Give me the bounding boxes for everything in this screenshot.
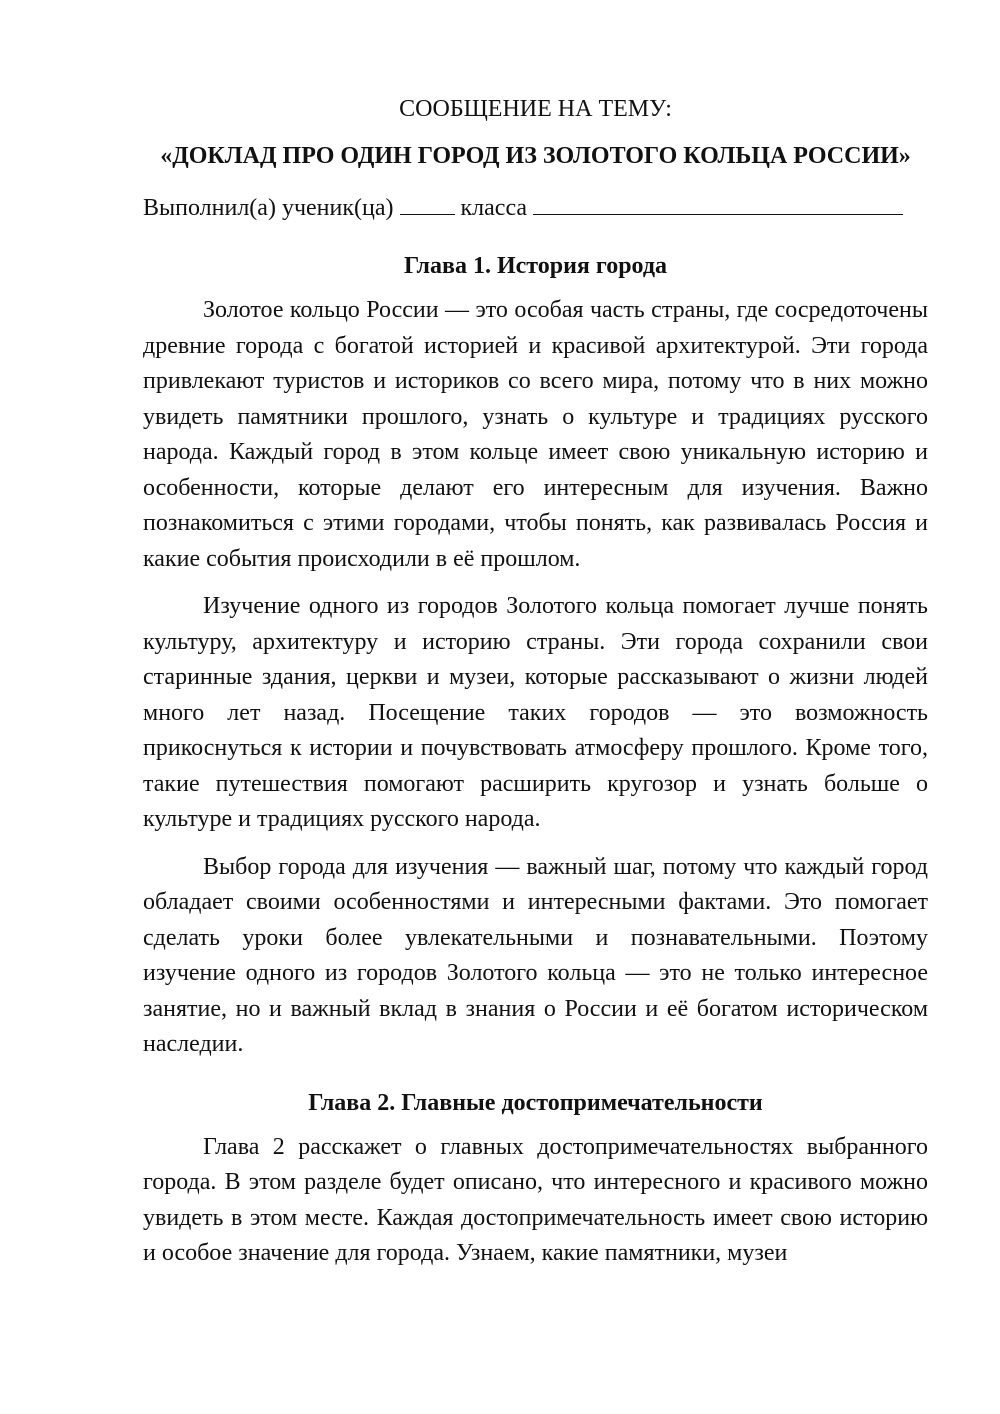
chapter-heading: Глава 2. Главные достопримечательности	[308, 1089, 763, 1116]
chapter-2	[143, 1086, 928, 1272]
document-title: «ДОКЛАД ПРО ОДИН ГОРОД ИЗ ЗОЛОТОГО КОЛЬЦА РОССИИ»	[160, 143, 911, 169]
chapter-1	[143, 249, 928, 1063]
paragraph: Золотое кольцо России — это особая часть страны, где сосредоточены древние города с богатой историей и красивой архитектурой. Эти города привлекают туристов и историков со всего мира, потому что в них можно увидеть памятники прошлого, узнать о культуре и традициях русского народа. Каждый город в этом кольце имеет свою уникальную историю и особенности, которые делают его интересным для изучения. Важно познакомиться с этими городами, чтобы понять, как развивалась Россия и какие события происходили в её прошлом.	[143, 297, 928, 572]
name-blank[interactable]	[533, 192, 903, 215]
author-prefix: Выполнил(а) ученик(ца)	[143, 195, 394, 221]
author-line	[143, 191, 928, 226]
chapter-heading: Глава 1. История города	[403, 253, 668, 279]
paragraph: Глава 2 расскажет о главных достопримечательностях выбранного города. В этом разделе будет описано, что интересного и красивого можно увидеть в этом месте. Каждая достопримечательность имеет свою историю и особое значение для города. Узнаем, какие памятники, музеи	[143, 1133, 928, 1266]
paragraph: Изучение одного из городов Золотого кольца помогает лучше понять культуру, архитектуру и историю страны. Эти города сохранили свои старинные здания, церкви и музеи, которые рассказывают о жизни людей много лет назад. Посещение таких городов — это возможность прикоснуться к истории и почувствовать атмосферу прошлого. Кроме того, такие путешествия помогают расширить кругозор и узнать больше о культуре и традициях русского народа.	[143, 593, 928, 832]
class-label: класса	[460, 195, 528, 221]
document-header-line: СООБЩЕНИЕ НА ТЕМУ:	[399, 96, 672, 122]
paragraph: Выбор города для изучения — важный шаг, потому что каждый город обладает своими особенностями и интересными фактами. Это помогает сделать уроки более увлекательными и познавательными. Поэтому изучение одного из городов Золотого кольца — это не только интересное занятие, но и важный вклад в знания о России и её богатом историческом наследии.	[143, 853, 928, 1057]
document-page	[143, 92, 928, 1284]
grade-blank[interactable]	[400, 192, 455, 215]
